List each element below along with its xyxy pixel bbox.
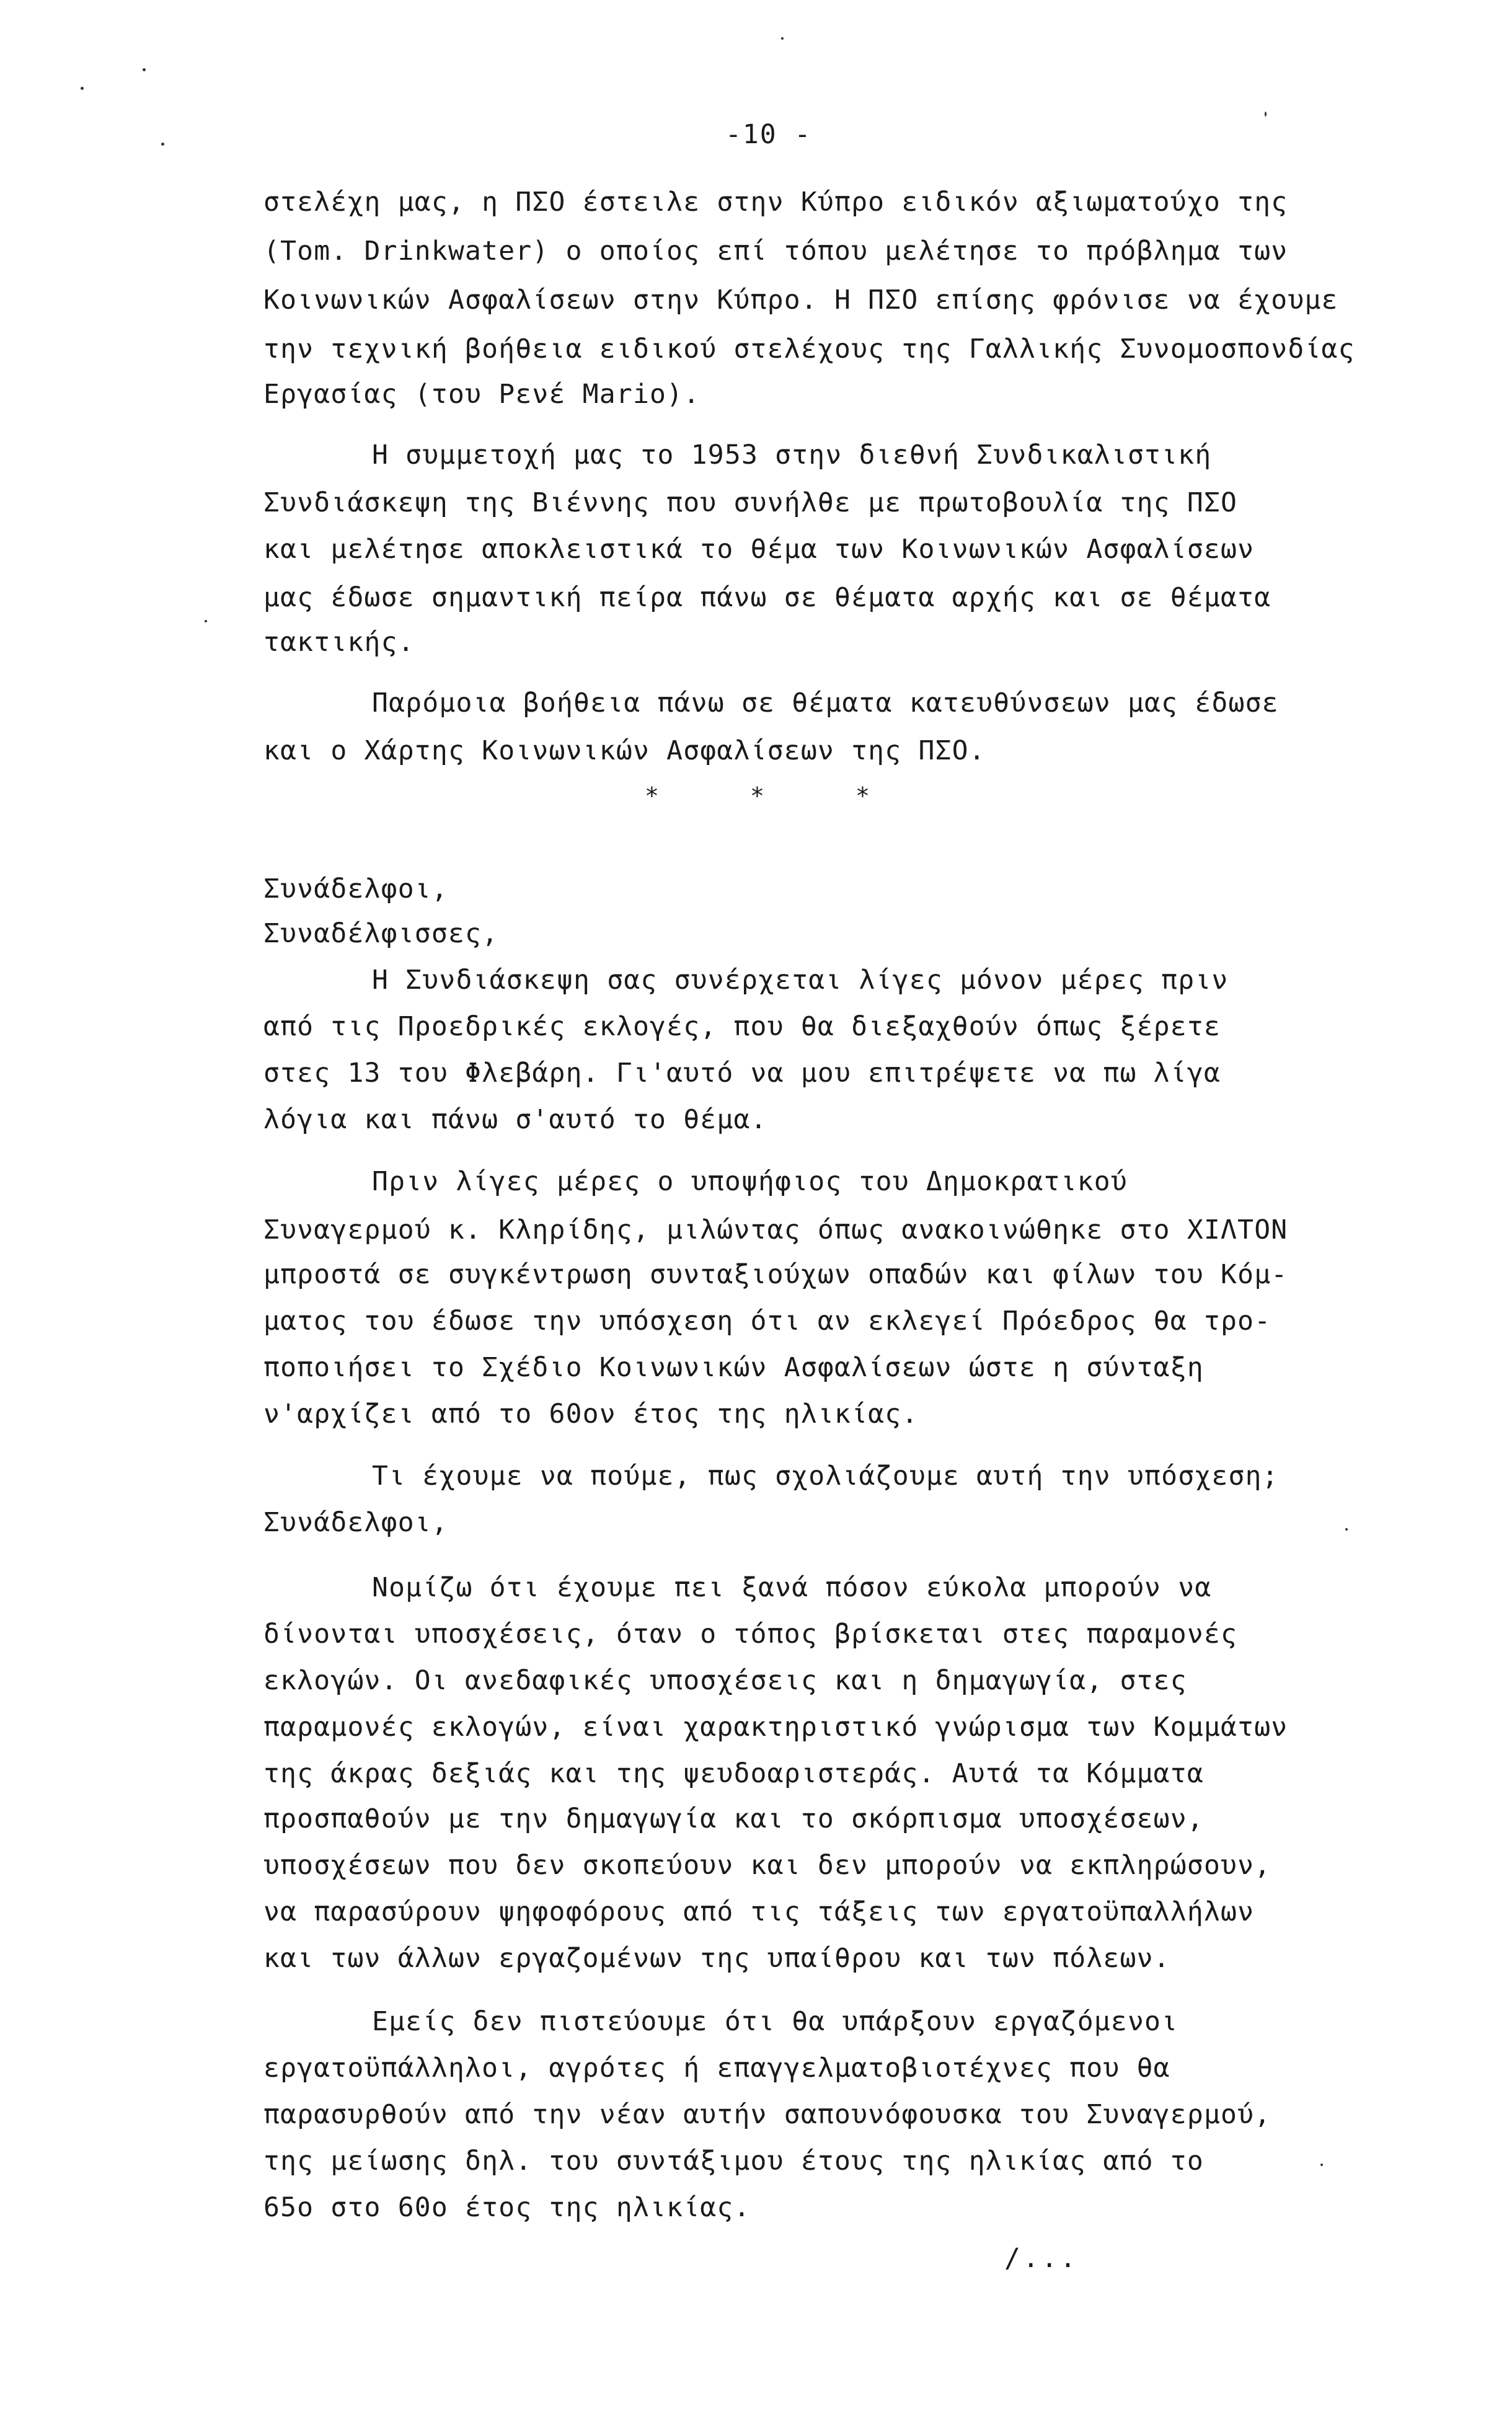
text-line: στελέχη μας, η ΠΣΟ έστειλε στην Κύπρο ειδικόν αξιωματούχο της: [263, 187, 1288, 218]
text-line: ποποιήσει το Σχέδιο Κοινωνικών Ασφαλίσεων ώστε η σύνταξη: [263, 1352, 1204, 1383]
salutation: Συνάδελφοι,: [263, 1507, 448, 1538]
scan-speck: [1345, 1528, 1348, 1531]
text-line: μπροστά σε συγκέντρωση συνταξιούχων οπαδών και φίλων του Κόμ-: [263, 1259, 1288, 1290]
section-separator: [645, 782, 961, 810]
text-line: από τις Προεδρικές εκλογές, που θα διεξαχθούν όπως ξέρετε: [263, 1011, 1221, 1042]
text-line: Εργασίας (του Ρενέ Mario).: [263, 379, 701, 410]
text-line: παραμονές εκλογών, είναι χαρακτηριστικό γνώρισμα των Κομμάτων: [263, 1712, 1288, 1743]
text-line: και μελέτησε αποκλειστικά το θέμα των Κοινωνικών Ασφαλίσεων: [263, 534, 1255, 565]
text-line: μας έδωσε σημαντική πείρα πάνω σε θέματα αρχής και σε θέματα: [263, 582, 1271, 613]
scan-speck: [1265, 112, 1267, 117]
text-line: να παρασύρουν ψηφοφόρους από τις τάξεις των εργατοϋπαλλήλων: [263, 1896, 1255, 1927]
scan-speck: [81, 87, 84, 90]
text-line: Η Συνδιάσκεψη σας συνέρχεται λίγες μόνον μέρες πριν: [372, 965, 1229, 996]
text-line: της μείωσης δηλ. του συντάξιμου έτους της ηλικίας από το: [263, 2146, 1204, 2177]
separator-star: *: [855, 782, 870, 810]
text-line: Παρόμοια βοήθεια πάνω σε θέματα κατευθύνσεων μας έδωσε: [372, 688, 1279, 718]
page-number: -10 -: [725, 119, 812, 150]
text-line: Εμείς δεν πιστεύουμε ότι θα υπάρξουν εργαζόμενοι: [372, 2006, 1178, 2037]
separator-star: *: [750, 782, 764, 810]
text-line: Τι έχουμε να πούμε, πως σχολιάζουμε αυτή την υπόσχεση;: [372, 1461, 1279, 1492]
salutation: Συνάδελφοι,: [263, 873, 448, 904]
text-line: στες 13 του Φλεβάρη. Γι'αυτό να μου επιτρέψετε να πω λίγα: [263, 1058, 1221, 1089]
text-line: και ο Χάρτης Κοινωνικών Ασφαλίσεων της ΠΣΟ.: [263, 735, 986, 766]
text-line: 65ο στο 60ο έτος της ηλικίας.: [263, 2192, 751, 2223]
scan-speck: [781, 37, 784, 40]
scan-speck: [161, 143, 164, 146]
text-line: Νομίζω ότι έχουμε πει ξανά πόσον εύκολα μπορούν να: [372, 1572, 1212, 1603]
text-line: Κοινωνικών Ασφαλίσεων στην Κύπρο. Η ΠΣΟ επίσης φρόνισε να έχουμε: [263, 285, 1338, 316]
text-line: την τεχνική βοήθεια ειδικού στελέχους της Γαλλικής Συνομοσπονδίας: [263, 334, 1355, 365]
text-line: προσπαθούν με την δημαγωγία και το σκόρπισμα υποσχέσεων,: [263, 1803, 1204, 1834]
text-line: υποσχέσεων που δεν σκοπεύουν και δεν μπορούν να εκπληρώσουν,: [263, 1850, 1271, 1881]
text-line: της άκρας δεξιάς και της ψευδοαριστεράς. Αυτά τα Κόμματα: [263, 1758, 1204, 1789]
separator-star: *: [645, 782, 659, 810]
text-line: εργατοϋπάλληλοι, αγρότες ή επαγγελματοβιοτέχνες που θα: [263, 2053, 1170, 2084]
text-line: Συναγερμού κ. Κληρίδης, μιλώντας όπως ανακοινώθηκε στο ΧΙΛΤΟΝ: [263, 1214, 1288, 1245]
salutation: Συναδέλφισσες,: [263, 918, 499, 949]
text-line: τακτικής.: [263, 627, 415, 658]
text-line: εκλογών. Οι ανεδαφικές υποσχέσεις και η δημαγωγία, στες: [263, 1665, 1187, 1696]
text-line: Η συμμετοχή μας το 1953 στην διεθνή Συνδικαλιστική: [372, 440, 1212, 471]
text-line: παρασυρθούν από την νέαν αυτήν σαπουνόφουσκα του Συναγερμού,: [263, 2099, 1271, 2130]
text-line: ματος του έδωσε την υπόσχεση ότι αν εκλεγεί Πρόεδρος θα τρο-: [263, 1306, 1271, 1337]
text-line: ν'αρχίζει από το 60ον έτος της ηλικίας.: [263, 1399, 919, 1430]
text-line: και των άλλων εργαζομένων της υπαίθρου και των πόλεων.: [263, 1943, 1170, 1974]
text-line: δίνονται υποσχέσεις, όταν ο τόπος βρίσκεται στες παραμονές: [263, 1619, 1238, 1650]
scan-speck: [143, 68, 146, 71]
text-line: (Tom. Drinkwater) ο οποίος επί τόπου μελέτησε το πρόβλημα των: [263, 236, 1288, 267]
continuation-mark: /...: [1004, 2243, 1079, 2274]
scan-speck: [205, 620, 207, 622]
scan-speck: [1320, 2164, 1323, 2166]
text-line: Πριν λίγες μέρες ο υποψήφιος του Δημοκρατικού: [372, 1166, 1128, 1197]
text-line: Συνδιάσκεψη της Βιέννης που συνήλθε με πρωτοβουλία της ΠΣΟ: [263, 487, 1238, 518]
text-line: λόγια και πάνω σ'αυτό το θέμα.: [263, 1104, 767, 1135]
